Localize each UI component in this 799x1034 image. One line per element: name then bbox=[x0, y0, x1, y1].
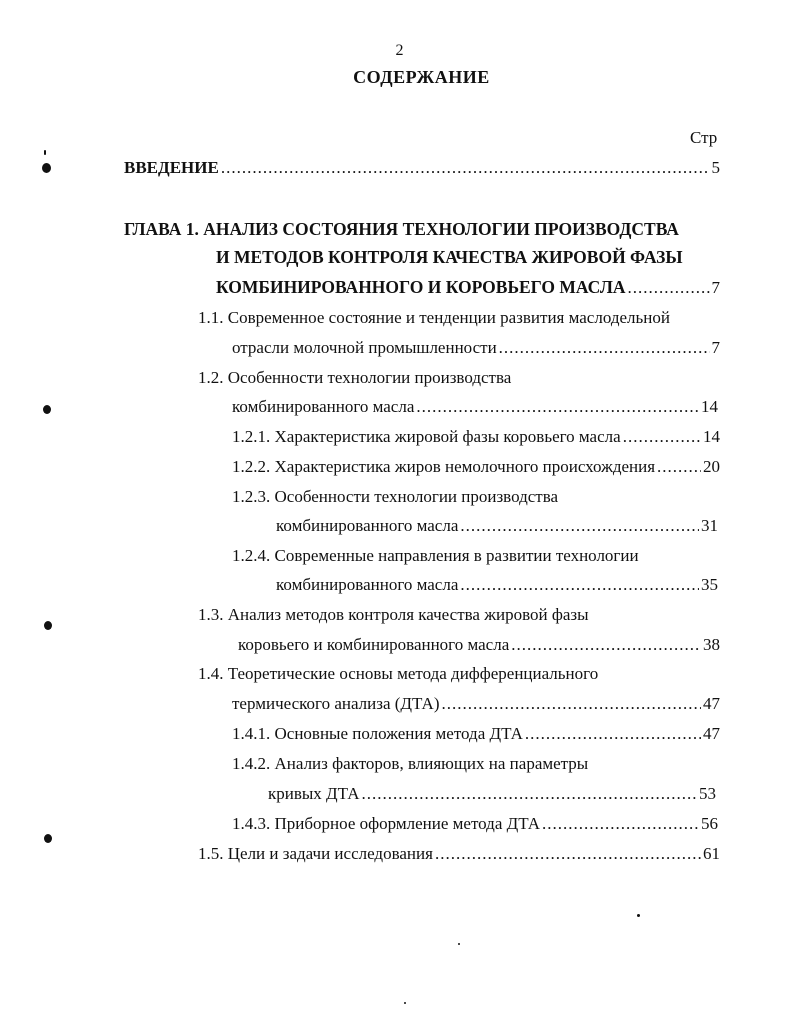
toc-section-1-4-1[interactable] bbox=[232, 723, 720, 745]
toc-entry-title: 1.5. Цели и задачи исследования bbox=[198, 844, 433, 863]
toc-section-1-3-line-2[interactable] bbox=[238, 634, 720, 656]
toc-page-number: 5 bbox=[711, 158, 720, 177]
toc-entry-title: отрасли молочной промышленности bbox=[232, 338, 497, 357]
scan-speck bbox=[44, 150, 46, 155]
scan-speck bbox=[458, 943, 460, 945]
toc-page-number: 14 bbox=[703, 427, 720, 446]
toc-section-1-2-3-line-1[interactable]: 1.2.3. Особенности технологии производства bbox=[232, 487, 559, 506]
dot-leader bbox=[657, 456, 701, 478]
toc-section-1-4-line-1[interactable]: 1.4. Теоретические основы метода дифференциального bbox=[198, 664, 599, 683]
page-number: 2 bbox=[395, 42, 404, 59]
dot-leader bbox=[511, 634, 701, 656]
toc-chapter-1-line-1[interactable]: ГЛАВА 1. АНАЛИЗ СОСТОЯНИЯ ТЕХНОЛОГИИ ПРОИЗВОДСТВА bbox=[124, 219, 679, 239]
toc-page-number: 20 bbox=[703, 457, 720, 476]
dot-leader bbox=[542, 813, 699, 835]
toc-section-1-1-line-2[interactable] bbox=[232, 337, 720, 359]
toc-entry-title: термического анализа (ДТА) bbox=[232, 694, 440, 713]
toc-entry-title: коровьего и комбинированного масла bbox=[238, 635, 510, 654]
toc-section-1-4-line-2[interactable] bbox=[232, 693, 720, 715]
toc-page-number: 53 bbox=[699, 784, 716, 803]
dot-leader bbox=[525, 723, 701, 745]
toc-entry-title: комбинированного масла bbox=[232, 397, 415, 416]
toc-section-1-2-1[interactable] bbox=[232, 426, 720, 448]
toc-page-number: 47 bbox=[703, 724, 720, 743]
dot-leader bbox=[499, 337, 710, 359]
dot-leader bbox=[221, 157, 710, 179]
toc-section-1-2-4-line-2[interactable] bbox=[276, 574, 718, 596]
toc-page-number: 7 bbox=[711, 338, 720, 357]
toc-page-number: 38 bbox=[703, 635, 720, 654]
toc-chapter-1-line-3[interactable] bbox=[216, 276, 720, 299]
toc-section-1-5[interactable] bbox=[198, 843, 720, 865]
page-title: СОДЕРЖАНИЕ bbox=[353, 67, 490, 87]
toc-section-1-2-3-line-2[interactable] bbox=[276, 515, 718, 537]
dot-leader bbox=[460, 515, 699, 537]
toc-section-1-4-2-line-2[interactable] bbox=[268, 783, 716, 805]
toc-entry-title: КОМБИНИРОВАННОГО И КОРОВЬЕГО МАСЛА bbox=[216, 277, 626, 297]
toc-entry-introduction[interactable] bbox=[124, 157, 720, 179]
toc-entry-title: комбинированного масла bbox=[276, 516, 459, 535]
dot-leader bbox=[628, 277, 710, 299]
toc-entry-title: 1.4.3. Приборное оформление метода ДТА bbox=[232, 814, 541, 833]
scan-speck bbox=[44, 834, 52, 843]
toc-section-1-2-line-1[interactable]: 1.2. Особенности технологии производства bbox=[198, 368, 512, 387]
toc-page-number: 35 bbox=[701, 575, 718, 594]
toc-entry-title: кривых ДТА bbox=[268, 784, 360, 803]
dot-leader bbox=[442, 693, 702, 715]
dot-leader bbox=[416, 396, 699, 418]
toc-section-1-3-line-1[interactable]: 1.3. Анализ методов контроля качества жировой фазы bbox=[198, 605, 589, 624]
scan-speck bbox=[404, 1002, 406, 1004]
dot-leader bbox=[623, 426, 701, 448]
toc-page-number: 61 bbox=[703, 844, 720, 863]
toc-entry-title: ВВЕДЕНИЕ bbox=[124, 158, 219, 177]
toc-section-1-4-3[interactable] bbox=[232, 813, 718, 835]
scan-speck bbox=[42, 163, 51, 173]
scan-speck bbox=[637, 914, 640, 917]
dot-leader bbox=[435, 843, 701, 865]
scan-speck bbox=[44, 621, 52, 630]
toc-entry-title: комбинированного масла bbox=[276, 575, 459, 594]
toc-chapter-1-line-2[interactable]: И МЕТОДОВ КОНТРОЛЯ КАЧЕСТВА ЖИРОВОЙ ФАЗЫ bbox=[216, 247, 683, 267]
toc-entry-title: 1.4.1. Основные положения метода ДТА bbox=[232, 724, 523, 743]
toc-page-number: 7 bbox=[711, 278, 720, 297]
toc-page-number: 31 bbox=[701, 516, 718, 535]
toc-section-1-4-2-line-1[interactable]: 1.4.2. Анализ факторов, влияющих на параметры bbox=[232, 754, 589, 773]
toc-page-number: 14 bbox=[701, 397, 718, 416]
scan-speck bbox=[43, 405, 51, 414]
toc-section-1-2-4-line-1[interactable]: 1.2.4. Современные направления в развитии технологии bbox=[232, 546, 639, 565]
toc-entry-title: 1.2.2. Характеристика жиров немолочного происхождения bbox=[232, 457, 656, 476]
toc-entry-title: 1.2.1. Характеристика жировой фазы коровьего масла bbox=[232, 427, 621, 446]
dot-leader bbox=[361, 783, 697, 805]
toc-page-number: 47 bbox=[703, 694, 720, 713]
toc-section-1-2-2[interactable] bbox=[232, 456, 720, 478]
toc-page-number: 56 bbox=[701, 814, 718, 833]
page-column-label: Стр bbox=[690, 128, 718, 147]
toc-section-1-1-line-1[interactable]: 1.1. Современное состояние и тенденции развития маслодельной bbox=[198, 308, 670, 327]
dot-leader bbox=[460, 574, 699, 596]
toc-section-1-2-line-2[interactable] bbox=[232, 396, 718, 418]
